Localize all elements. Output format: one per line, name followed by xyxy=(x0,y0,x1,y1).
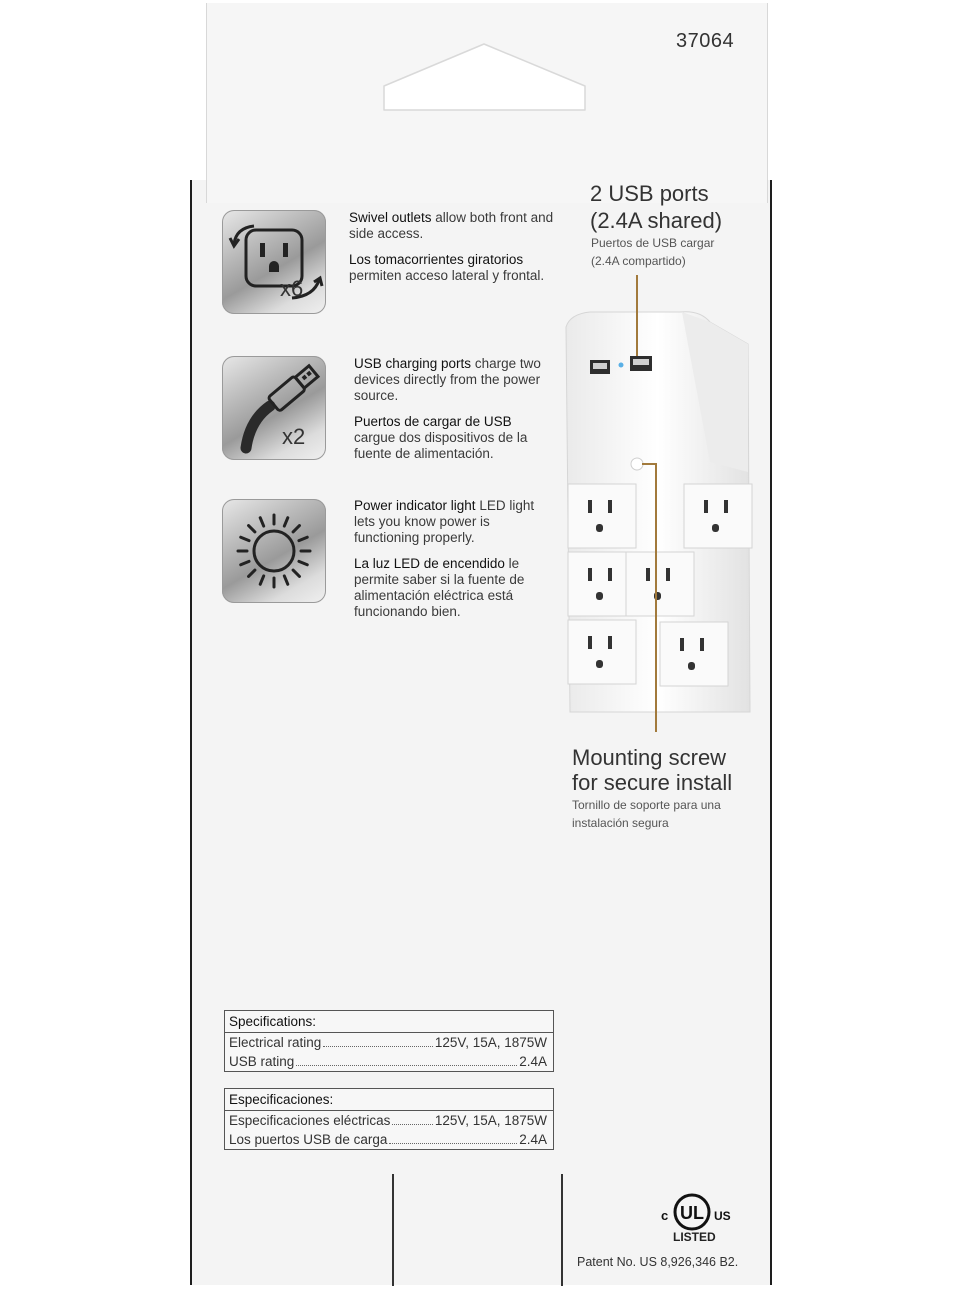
icon-count-label: x6 xyxy=(280,276,304,301)
feature-desc: allow both front and side access. xyxy=(349,210,554,241)
spec-row xyxy=(225,1130,553,1149)
usb-callout-sub-2: (2.4A compartido) xyxy=(591,254,686,268)
patent-number: Patent No. US 8,926,346 B2. xyxy=(577,1255,739,1269)
specifications-box-es xyxy=(224,1088,554,1150)
spec-row xyxy=(225,1052,553,1071)
spec-value: 125V, 15A, 1875W xyxy=(434,1113,547,1128)
usb-callout-sub-1: Puertos de USB cargar xyxy=(591,236,715,250)
screw-callout-line-1: Mounting screw xyxy=(572,745,727,770)
spec-row xyxy=(225,1033,553,1052)
svg-text:c: c xyxy=(661,1208,669,1223)
spec-title: Specifications: xyxy=(229,1014,317,1029)
svg-text:UL: UL xyxy=(680,1203,704,1223)
screw-callout-subtitle xyxy=(572,796,721,832)
feature-desc-es: permiten acceso lateral y frontal. xyxy=(349,268,545,283)
spec-row xyxy=(225,1111,553,1130)
sku-number: 37064 xyxy=(676,30,735,52)
ul-listed-text: LISTED xyxy=(673,1230,716,1244)
usb-callout-title xyxy=(590,180,722,234)
spec-value: 2.4A xyxy=(519,1054,547,1069)
svg-text:US: US xyxy=(714,1209,731,1223)
usb-callout-line-1: 2 USB ports xyxy=(590,181,709,206)
spec-label: Electrical rating xyxy=(229,1035,322,1050)
feature-usb-text xyxy=(354,356,554,472)
spec-label: USB rating xyxy=(229,1054,295,1069)
icon-count-label: x2 xyxy=(282,424,306,449)
usb-callout-subtitle xyxy=(591,234,714,270)
feature-desc: charge two devices directly from the power source. xyxy=(354,356,541,403)
package-crease-left xyxy=(392,1174,394,1286)
usb-callout-line-2: (2.4A shared) xyxy=(590,208,723,233)
screw-callout-line-2: for secure install xyxy=(572,770,733,795)
feature-desc-es: le permite saber si la fuente de alimentación eléctrica está funcionando bien. xyxy=(354,556,525,619)
feature-desc: LED light lets you know power is functioning properly. xyxy=(354,498,535,545)
power-light-icon xyxy=(222,499,326,603)
feature-title-es: La luz LED de encendido xyxy=(354,556,505,571)
usb-plug-icon xyxy=(222,356,326,460)
specifications-box-en xyxy=(224,1010,554,1072)
swivel-outlet-icon xyxy=(222,210,326,314)
feature-title: Swivel outlets xyxy=(349,210,432,225)
feature-title: Power indicator light xyxy=(354,498,476,513)
feature-title: USB charging ports xyxy=(354,356,472,371)
feature-title-es: Puertos de cargar de USB xyxy=(354,414,512,429)
feature-swivel-text xyxy=(349,210,554,294)
surge-protector-image xyxy=(560,272,760,732)
screw-callout-title xyxy=(572,745,732,795)
spec-label: Los puertos USB de carga xyxy=(229,1132,388,1147)
hang-hole xyxy=(382,42,587,112)
feature-desc-es: cargue dos dispositivos de la fuente de alimentación. xyxy=(354,430,528,461)
feature-light-text xyxy=(354,498,554,630)
spec-value: 2.4A xyxy=(519,1132,547,1147)
screw-callout-sub-2: instalación segura xyxy=(572,816,669,830)
spec-label: Especificaciones eléctricas xyxy=(229,1113,391,1128)
package-crease-right xyxy=(561,1174,563,1286)
feature-title-es: Los tomacorrientes giratorios xyxy=(349,252,524,267)
spec-value: 125V, 15A, 1875W xyxy=(434,1035,547,1050)
spec-title: Especificaciones: xyxy=(229,1092,334,1107)
screw-callout-sub-1: Tornillo de soporte para una xyxy=(572,798,721,812)
